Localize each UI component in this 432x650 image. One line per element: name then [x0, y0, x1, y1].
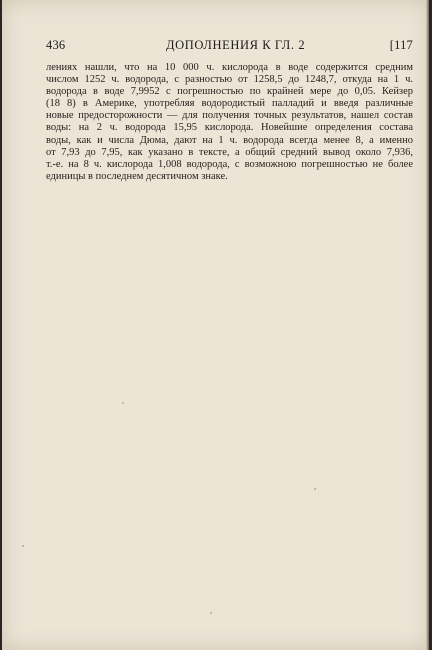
text-line: числом 1252 ч. водорода, с разностью от 1258,5 до 1248,7, откуда на 1 ч.	[46, 74, 413, 86]
text-line: единицы в последнем десятичном знаке.	[46, 170, 228, 182]
text-line: т.-е. на 8 ч. кислорода 1,008 водорода, с возможною погрешностью не более	[46, 158, 413, 170]
paper-speck	[210, 612, 212, 614]
body-paragraph	[46, 62, 413, 183]
paper-speck	[122, 402, 124, 404]
text-line: воды: на 2 ч. водорода 15,95 кислорода. Новейшие определения состава	[46, 122, 413, 134]
note-number: [117	[389, 38, 413, 52]
text-line: (18 8) в Америке, употребляя водородистый палладий и введя различные	[46, 98, 413, 110]
paper-speck	[22, 545, 24, 547]
text-line: водорода в воде 7,9952 с погрешностью по крайней мере до 0,05. Кейзер	[46, 86, 413, 98]
book-page	[2, 0, 429, 650]
text-line: от 7,93 до 7,95, как указано в тексте, а общий средний вывод около 7,936,	[46, 146, 413, 158]
page-number: 436	[46, 38, 66, 52]
text-line: лениях нашли, что на 10 000 ч. кислорода в воде содержится средним	[46, 62, 413, 73]
running-head	[46, 38, 413, 56]
text-line: новые предосторожности — для получения точных результатов, нашел состав	[46, 110, 413, 122]
chapter-title: ДОПОЛНЕНИЯ К ГЛ. 2	[166, 38, 306, 52]
page-edge	[426, 0, 429, 650]
paper-speck	[314, 488, 316, 490]
text-line: воды, как и числа Дюма, дают на 1 ч. водорода всегда менее 8, а именно	[46, 134, 413, 146]
